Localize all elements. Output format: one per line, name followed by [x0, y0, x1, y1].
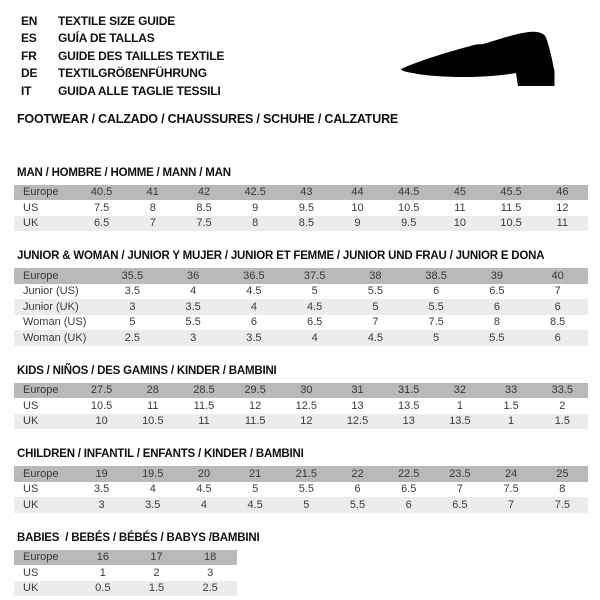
- size-cell: 7: [554, 285, 561, 298]
- size-table-title: JUNIOR & WOMAN / JUNIOR Y MUJER / JUNIOR ET FEMME / JUNIOR UND FRAU / JUNIOR E DONA: [17, 250, 545, 262]
- size-cell: 9: [332, 216, 383, 232]
- size-cell: 4.5: [246, 285, 262, 298]
- size-cell: 42: [178, 185, 229, 201]
- table-row: [14, 284, 588, 300]
- size-cell: 5: [406, 330, 467, 346]
- size-table: [14, 466, 588, 513]
- size-table: [14, 383, 588, 430]
- size-cell: 2: [559, 399, 566, 412]
- size-cell: 3.5: [224, 330, 285, 346]
- size-cell: 5.5: [298, 483, 314, 496]
- size-cell: 8.5: [549, 316, 566, 329]
- size-cell: 7.5: [93, 201, 110, 214]
- size-cell: 5.5: [367, 285, 384, 298]
- size-cell: 1.5: [503, 399, 519, 412]
- row-label-cell: Europe: [14, 550, 76, 566]
- table-row: [14, 299, 588, 315]
- table-row: [14, 185, 588, 201]
- table-row: [14, 550, 237, 566]
- size-table-section: [0, 449, 600, 513]
- size-cell: 10.5: [90, 399, 113, 412]
- size-cell: 10.5: [398, 201, 420, 214]
- size-cell: 42.5: [230, 185, 281, 201]
- table-row: [14, 330, 588, 346]
- size-cell: 5: [345, 299, 406, 315]
- row-label-cell: Woman (US): [23, 316, 87, 329]
- size-table-title: CHILDREN / INFANTIL / ENFANTS / KINDER / BAMBINI: [17, 448, 304, 460]
- size-cell: 5: [129, 316, 136, 329]
- language-title: GUIDA ALLE TAGLIE TESSILI: [58, 83, 221, 98]
- size-cell: 3.5: [93, 483, 110, 496]
- size-cell: 11.5: [230, 414, 281, 430]
- size-cell: 6.5: [401, 483, 417, 496]
- row-label-cell: UK: [14, 581, 76, 597]
- size-cell: 11.5: [500, 201, 522, 214]
- size-cell: 3.5: [163, 299, 224, 315]
- category-line: FOOTWEAR / CALZADO / CHAUSSURES / SCHUHE / CALZATURE: [17, 111, 399, 126]
- size-cell: 12: [556, 201, 569, 214]
- size-tables: [0, 168, 600, 597]
- size-cell: 4.5: [284, 299, 345, 315]
- size-cell: 12.5: [295, 399, 318, 412]
- size-cell: 7.5: [537, 497, 588, 513]
- size-cell: 44: [332, 185, 383, 201]
- size-cell: 3: [102, 299, 163, 315]
- size-cell: 22: [332, 466, 383, 482]
- size-cell: 4: [178, 497, 229, 513]
- size-cell: 38.5: [406, 268, 467, 284]
- size-table-title: KIDS / NIÑOS / DES GAMINS / KINDER / BAMBINI: [17, 364, 277, 377]
- size-cell: 3.5: [127, 497, 178, 513]
- table-row: [14, 200, 588, 216]
- size-cell: 13.5: [434, 414, 485, 430]
- size-cell: 7: [456, 483, 463, 496]
- size-cell: 5: [311, 285, 318, 298]
- size-cell: 8: [230, 216, 281, 232]
- size-cell: 8: [559, 483, 566, 496]
- size-cell: 30: [281, 383, 332, 399]
- table-row: [14, 466, 588, 482]
- size-table: [14, 550, 237, 597]
- size-cell: 4.5: [230, 497, 281, 513]
- size-cell: 13: [383, 414, 434, 430]
- size-cell: 6: [383, 497, 434, 513]
- size-cell: 0.5: [76, 581, 130, 597]
- size-cell: 6: [467, 299, 528, 315]
- size-table-title: BABIES / BEBÉS / BÉBÉS / BABYS /BAMBINI: [17, 531, 260, 544]
- size-cell: 45.5: [486, 185, 537, 201]
- size-cell: 28: [127, 383, 178, 399]
- table-row: [14, 383, 588, 399]
- size-cell: 10: [76, 414, 127, 430]
- size-cell: 1: [486, 414, 537, 430]
- size-cell: 2.5: [183, 581, 237, 597]
- size-table-section: [0, 168, 600, 232]
- row-label-cell: US: [23, 201, 39, 214]
- size-cell: 21: [230, 466, 281, 482]
- size-cell: 33.5: [537, 383, 588, 399]
- size-cell: 16: [76, 550, 130, 566]
- size-cell: 44.5: [383, 185, 434, 201]
- size-cell: 33: [486, 383, 537, 399]
- row-label-cell: US: [23, 566, 39, 579]
- size-cell: 9: [252, 201, 259, 214]
- size-table-section: [0, 533, 600, 597]
- size-cell: 2: [153, 566, 160, 579]
- language-title: TEXTILGRÖßENFÜHRUNG: [58, 66, 207, 81]
- size-cell: 12.5: [332, 414, 383, 430]
- row-label-cell: Europe: [14, 466, 76, 482]
- size-cell: 3: [207, 566, 214, 579]
- size-cell: 4: [149, 483, 156, 496]
- size-cell: 4: [284, 330, 345, 346]
- size-cell: 27.5: [76, 383, 127, 399]
- size-cell: 40.5: [76, 185, 127, 201]
- table-row: [14, 268, 588, 284]
- size-cell: 11: [454, 201, 466, 214]
- size-cell: 19.5: [127, 466, 178, 482]
- size-cell: 21.5: [281, 466, 332, 482]
- size-table-title: MAN / HOMBRE / HOMME / MANN / MAN: [17, 166, 231, 179]
- size-cell: 5.5: [406, 299, 467, 315]
- size-cell: 7: [486, 497, 537, 513]
- size-cell: 3.5: [124, 285, 141, 298]
- row-label-cell: UK: [14, 414, 76, 430]
- size-cell: 5: [281, 497, 332, 513]
- row-label-cell: UK: [14, 216, 76, 232]
- size-table: [14, 268, 588, 346]
- table-row: [14, 497, 588, 513]
- row-label-cell: Junior (UK): [14, 299, 102, 315]
- table-row: [14, 398, 588, 414]
- table-row: [14, 565, 237, 581]
- size-cell: 6.5: [434, 497, 485, 513]
- size-cell: 7.5: [178, 216, 229, 232]
- size-table-section: [0, 366, 600, 430]
- size-cell: 8.5: [281, 216, 332, 232]
- size-cell: 12: [281, 414, 332, 430]
- language-code: EN: [21, 13, 38, 28]
- size-cell: 6: [433, 285, 440, 298]
- size-cell: 31.5: [383, 383, 434, 399]
- size-cell: 3: [76, 497, 127, 513]
- size-cell: 37.5: [284, 268, 345, 284]
- size-cell: 1.5: [130, 581, 184, 597]
- table-row: [14, 315, 588, 331]
- size-cell: 6.5: [306, 316, 323, 329]
- size-cell: 6.5: [76, 216, 127, 232]
- size-cell: 46: [537, 185, 588, 201]
- size-cell: 19: [76, 466, 127, 482]
- table-row: [14, 414, 588, 430]
- table-row: [14, 216, 588, 232]
- row-label-cell: Europe: [14, 383, 76, 399]
- language-code: ES: [21, 31, 37, 46]
- size-cell: 11: [537, 216, 588, 232]
- size-cell: 36: [163, 268, 224, 284]
- size-cell: 7: [127, 216, 178, 232]
- row-label-cell: UK: [14, 497, 76, 513]
- language-title: TEXTILE SIZE GUIDE: [58, 13, 176, 28]
- size-cell: 24: [486, 466, 537, 482]
- size-cell: 35.5: [102, 268, 163, 284]
- size-cell: 11.5: [193, 399, 215, 412]
- size-cell: 8.5: [196, 201, 212, 214]
- size-cell: 6: [527, 330, 588, 346]
- size-cell: 11: [178, 414, 229, 430]
- size-cell: 31: [332, 383, 383, 399]
- size-cell: 43: [281, 185, 332, 201]
- size-cell: 6.5: [489, 285, 505, 298]
- size-cell: 5: [252, 483, 259, 496]
- size-cell: 13: [351, 399, 364, 412]
- size-cell: 13.5: [398, 399, 420, 412]
- size-cell: 4: [190, 285, 197, 298]
- table-row: [14, 581, 237, 597]
- language-code: FR: [21, 48, 37, 63]
- size-cell: 4.5: [345, 330, 406, 346]
- table-row: [14, 482, 588, 498]
- language-code: IT: [21, 83, 32, 98]
- size-cell: 5.5: [185, 316, 201, 329]
- size-cell: 17: [130, 550, 184, 566]
- size-cell: 20: [178, 466, 229, 482]
- size-cell: 41: [127, 185, 178, 201]
- row-label-cell: Junior (US): [23, 285, 79, 298]
- size-cell: 5.5: [332, 497, 383, 513]
- row-label-cell: US: [23, 483, 39, 496]
- row-label-cell: Europe: [14, 185, 76, 201]
- size-table-section: [0, 251, 600, 346]
- size-cell: 7: [372, 316, 379, 329]
- size-cell: 38: [345, 268, 406, 284]
- size-cell: 5.5: [467, 330, 528, 346]
- language-title: GUIDE DES TAILLES TEXTILE: [58, 48, 225, 63]
- size-cell: 23.5: [434, 466, 485, 482]
- size-table: [14, 185, 588, 232]
- size-cell: 8: [149, 201, 156, 214]
- size-cell: 40: [527, 268, 588, 284]
- size-cell: 10.5: [486, 216, 537, 232]
- size-cell: 32: [434, 383, 485, 399]
- size-cell: 1: [99, 566, 106, 579]
- size-cell: 1: [456, 399, 463, 412]
- size-cell: 8: [493, 316, 500, 329]
- size-cell: 10: [434, 216, 485, 232]
- size-cell: 22.5: [383, 466, 434, 482]
- size-cell: 9.5: [298, 201, 314, 214]
- size-cell: 28.5: [178, 383, 229, 399]
- size-cell: 6: [354, 483, 361, 496]
- language-code: DE: [21, 66, 38, 81]
- shoe-icon: [396, 27, 568, 93]
- size-cell: 12: [249, 399, 262, 412]
- row-label-cell: Europe: [14, 268, 102, 284]
- size-cell: 2.5: [102, 330, 163, 346]
- size-cell: 9.5: [383, 216, 434, 232]
- size-cell: 11: [147, 399, 159, 412]
- size-cell: 36.5: [224, 268, 285, 284]
- size-cell: 25: [537, 466, 588, 482]
- size-cell: 29.5: [230, 383, 281, 399]
- size-cell: 6: [250, 316, 257, 329]
- row-label-cell: US: [23, 399, 39, 412]
- size-cell: 1.5: [537, 414, 588, 430]
- size-cell: 10: [351, 201, 364, 214]
- size-cell: 7.5: [428, 316, 444, 329]
- size-cell: 4.5: [196, 483, 212, 496]
- size-cell: 45: [434, 185, 485, 201]
- size-cell: 7.5: [503, 483, 519, 496]
- size-cell: 18: [183, 550, 237, 566]
- language-title: GUÍA DE TALLAS: [58, 31, 155, 46]
- size-cell: 4: [224, 299, 285, 315]
- size-cell: 3: [163, 330, 224, 346]
- size-cell: 39: [467, 268, 528, 284]
- row-label-cell: Woman (UK): [14, 330, 102, 346]
- size-cell: 6: [527, 299, 588, 315]
- size-cell: 10.5: [127, 414, 178, 430]
